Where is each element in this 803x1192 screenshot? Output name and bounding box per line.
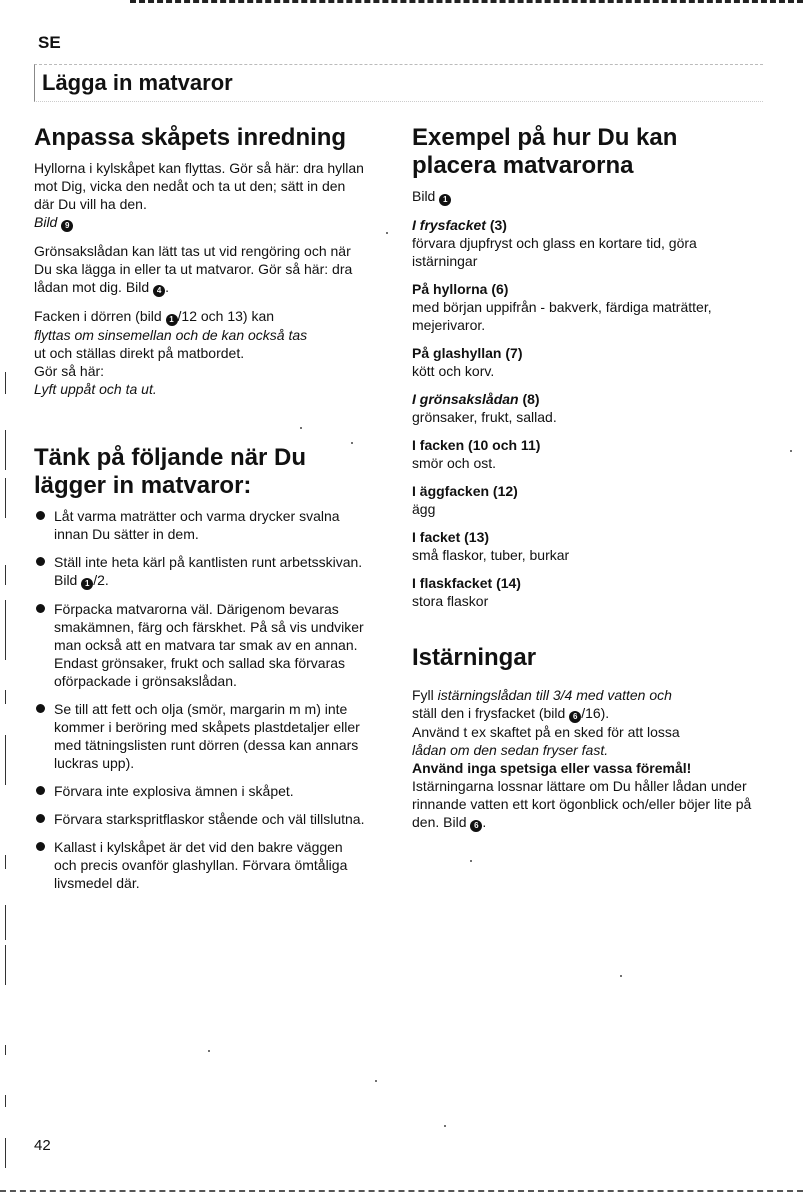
scan-speck — [444, 1125, 446, 1127]
list-item: Förvara inte explosiva ämnen i skåpet. — [34, 782, 369, 800]
section-title: Lägga in matvaror — [42, 70, 233, 95]
scan-speck — [470, 860, 472, 862]
placement-item-number: (8) — [522, 391, 540, 407]
placement-item-heading: På glashyllan — [412, 345, 502, 361]
placement-list — [412, 216, 762, 610]
scan-margin-mark — [5, 600, 6, 660]
advice-list — [34, 507, 369, 892]
figure-reference: Bild 1 — [412, 187, 762, 206]
placement-item — [412, 436, 762, 472]
figure-number-icon: 6 — [569, 711, 581, 723]
bottom-scan-border — [0, 1188, 803, 1192]
scan-speck — [300, 427, 302, 429]
placement-item-heading: På hyllorna — [412, 281, 488, 297]
heading-ice-cubes: Istärningar — [412, 644, 537, 671]
placement-item-heading: I grönsakslådan — [412, 391, 519, 407]
scan-margin-mark — [5, 1138, 6, 1168]
list-item: Ställ inte heta kärl på kantlisten runt arbetsskivan. Bild 1 /2. — [34, 553, 369, 590]
heading-adjust-interior: Anpassa skåpets inredning — [34, 124, 347, 151]
placement-item — [412, 390, 762, 426]
list-item: Kallast i kylskåpet är det vid den bakre väggen och precis ovanför glashyllan. Förvara ömtåliga livsmedel där. — [34, 838, 369, 892]
scan-margin-mark — [5, 855, 6, 869]
scan-margin-mark — [5, 905, 6, 940]
left-column — [34, 124, 369, 902]
scan-margin-mark — [5, 690, 6, 704]
placement-item-heading: I facken — [412, 437, 465, 453]
figure-number-icon: 4 — [153, 285, 165, 297]
placement-item-text: förvara djupfryst och glass en kortare tid, göra istärningar — [412, 235, 697, 269]
placement-item-number: (7) — [505, 345, 523, 361]
placement-item — [412, 344, 762, 380]
figure-number-icon: 1 — [81, 578, 93, 590]
paragraph-vegetable-drawer: Grönsakslådan kan lätt tas ut vid rengöring och när Du ska lägga in eller ta ut matvaror. Gör så här: dra lådan mot dig. Bild 4 . — [34, 243, 353, 295]
scan-speck — [620, 975, 622, 977]
placement-item — [412, 528, 762, 564]
placement-item-number: (3) — [489, 217, 507, 233]
placement-item — [412, 482, 762, 518]
paragraph-ice-cubes: Fyll istärningslådan till 3/4 med vatten och ställ den i frysfacket (bild 6 /16). Använd t ex skaftet på en sked för att lossa lådan om den sedan fryser fast. Använd inga spetsiga eller vassa föremål! Istärningarna lossnar lättare om Du håller lådan under rinnande vatten ett kort ögonblick och/eller böjer lite på den. Bild 6 . — [412, 687, 752, 830]
paragraph-door-compartments: Facken i dörren (bild 1 /12 och 13) kan flyttas om sinsemellan och de kan också tas ut och ställas direkt på matbordet. Gör så här: Lyft uppåt och ta ut. — [34, 308, 308, 397]
figure-number-icon: 9 — [61, 220, 73, 232]
scan-margin-mark — [5, 372, 6, 394]
placement-item — [412, 280, 762, 334]
heading-think-about: Tänk på följande när Du lägger in matvaror: — [34, 444, 307, 499]
heading-placement-example: Exempel på hur Du kan placera matvarorna — [412, 124, 678, 179]
placement-item-number: (6) — [491, 281, 509, 297]
scan-margin-mark — [5, 945, 6, 985]
scan-margin-mark — [5, 565, 6, 585]
warning-text: Använd inga spetsiga eller vassa föremål! — [412, 760, 692, 776]
right-column — [412, 124, 762, 842]
scan-speck — [208, 1050, 210, 1052]
placement-item-text: kött och korv. — [412, 363, 495, 379]
scan-speck — [351, 442, 353, 444]
placement-item-number: (12) — [492, 483, 518, 499]
placement-item-heading: I frysfacket — [412, 217, 486, 233]
list-item: Se till att fett och olja (smör, margarin m m) inte kommer i beröring med skåpets plastdetaljer eller med tätningslisten runt dörren (dessa kan annars luckras upp). — [34, 700, 369, 772]
page-number: 42 — [34, 1137, 51, 1154]
scan-margin-mark — [5, 1095, 6, 1107]
scan-margin-mark — [5, 430, 6, 470]
placement-item-heading: I flaskfacket — [412, 575, 493, 591]
list-item: Förvara starkspritflaskor stående och väl tillslutna. — [34, 810, 369, 828]
list-item: Förpacka matvarorna väl. Därigenom bevaras smakämnen, färg och färskhet. På så vis undviker man också att en matvara tar smak av en annan. Endast grönsaker, frukt och sallad ska förvaras oförpackade i grönsakslådan. — [34, 600, 369, 690]
placement-item-text: stora flaskor — [412, 593, 489, 609]
placement-item-number: (10 och 11) — [468, 437, 541, 453]
scan-speck — [375, 1080, 377, 1082]
list-item: Låt varma maträtter och varma drycker svalna innan Du sätter in dem. — [34, 507, 369, 543]
placement-item-text: grönsaker, frukt, sallad. — [412, 409, 557, 425]
placement-item-text: små flaskor, tuber, burkar — [412, 547, 570, 563]
figure-number-icon: 6 — [470, 820, 482, 832]
placement-item-text: smör och ost. — [412, 455, 497, 471]
placement-item-heading: I äggfacken — [412, 483, 490, 499]
scan-margin-mark — [5, 478, 6, 518]
placement-item-text: ägg — [412, 501, 436, 517]
placement-item — [412, 574, 762, 610]
scan-speck — [386, 232, 388, 234]
scan-margin-mark — [5, 1045, 6, 1055]
placement-item-heading: I facket — [412, 529, 461, 545]
scan-margin-mark — [5, 735, 6, 785]
placement-item-number: (13) — [464, 529, 490, 545]
placement-item-number: (14) — [496, 575, 521, 591]
top-scan-border — [130, 0, 803, 6]
scan-speck — [790, 450, 792, 452]
paragraph-shelves: Hyllorna i kylskåpet kan flyttas. Gör så här: dra hyllan mot Dig, vicka den nedåt och ta ut den; sätt in den där Du vill ha den. Bild 9 — [34, 160, 364, 230]
placement-item-text: med början uppifrån - bakverk, färdiga maträtter, mejerivaror. — [412, 299, 712, 333]
placement-item — [412, 216, 762, 270]
figure-number-icon: 1 — [166, 314, 178, 326]
figure-number-icon: 1 — [439, 194, 451, 206]
language-code: SE — [38, 33, 61, 52]
